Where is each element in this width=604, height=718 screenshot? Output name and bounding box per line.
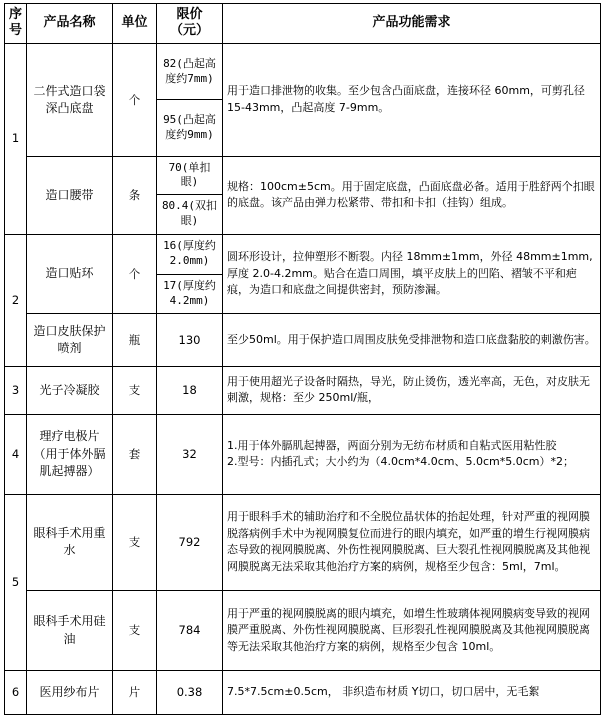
header-row xyxy=(5,4,601,44)
table-row xyxy=(5,43,601,100)
requirement-line: 2.型号：内插孔式；大小约为（4.0cm*4.0cm、5.0cm*5.0cm）*2； xyxy=(227,455,575,469)
requirements-cell xyxy=(223,415,601,495)
table-row xyxy=(5,670,601,714)
requirements-cell: 7.5*7.5cm±0.5cm， 非织造布材质 Y切口，切口居中，无毛絮 xyxy=(223,670,601,714)
unit-cell: 条 xyxy=(113,157,157,235)
seq-cell: 3 xyxy=(5,366,27,414)
requirements-cell: 用于严重的视网膜脱离的眼内填充，如增生性玻璃体视网膜病变导致的视网膜严重脱离、外伤性视网膜脱离、巨形裂孔性视网膜脱离及其他视网膜脱离等无法采取其他治疗方案的病例，规格至少包含 10ml。 xyxy=(223,591,601,671)
requirements-cell: 用于造口排泄物的收集。至少包含凸面底盘，连接环径 60mm，可剪孔径 15-43mm，凸起高度 7-9mm。 xyxy=(223,43,601,156)
requirements-cell: 规格：100cm±5cm。用于固定底盘，凸面底盘必备。适用于胜舒两个扣眼的底盘。该产品由弹力松紧带、带扣和卡扣（挂钩）组成。 xyxy=(223,157,601,235)
table-row xyxy=(5,314,601,366)
requirements-cell: 用于使用超光子设备时隔热，导光，防止烫伤，透光率高，无色，对皮肤无刺激，规格：至少 250ml/瓶， xyxy=(223,366,601,414)
product-name-cell: 眼科手术用重水 xyxy=(27,494,113,590)
seq-cell: 5 xyxy=(5,494,27,670)
price-cell: 82(凸起高度约7mm) xyxy=(157,43,223,100)
unit-cell: 个 xyxy=(113,234,157,314)
requirements-cell: 用于眼科手术的辅助治疗和不全脱位晶状体的抬起处理，针对严重的视网膜脱落病例手术中为视网膜复位而进行的眼内填充，如严重的增生行视网膜病态导致的视网膜脱离、外伤性视网膜脱离、巨大裂孔性视网膜脱离及其他视网膜脱离无法采取其他治疗方案的病例，规格至少包含：5ml，7ml。 xyxy=(223,494,601,590)
header-product-name: 产品名称 xyxy=(27,4,113,44)
price-cell: 130 xyxy=(157,314,223,366)
price-cell: 17(厚度约4.2mm) xyxy=(157,274,223,314)
product-name-cell: 理疗电极片（用于体外膈肌起搏器） xyxy=(27,415,113,495)
unit-cell: 支 xyxy=(113,366,157,414)
product-name-cell: 眼科手术用硅油 xyxy=(27,591,113,671)
product-name-cell: 光子冷凝胶 xyxy=(27,366,113,414)
unit-cell: 个 xyxy=(113,43,157,156)
price-cell: 95(凸起高度约9mm) xyxy=(157,100,223,157)
price-cell: 70(单扣眼) xyxy=(157,157,223,195)
seq-cell: 6 xyxy=(5,670,27,714)
table-row xyxy=(5,366,601,414)
unit-cell: 支 xyxy=(113,591,157,671)
product-name-cell: 造口贴环 xyxy=(27,234,113,314)
header-requirements: 产品功能需求 xyxy=(223,4,601,44)
seq-cell: 2 xyxy=(5,234,27,366)
price-cell: 0.38 xyxy=(157,670,223,714)
price-cell: 32 xyxy=(157,415,223,495)
product-name-cell: 造口皮肤保护喷剂 xyxy=(27,314,113,366)
table-row xyxy=(5,157,601,195)
seq-cell: 1 xyxy=(5,43,27,234)
price-cell: 784 xyxy=(157,591,223,671)
product-requirements-table xyxy=(4,3,601,715)
requirements-cell: 圆环形设计，拉伸塑形不断裂。内径 18mm±1mm，外径 48mm±1mm, 厚度 2.0-4.2mm。贴合在造口周围，填平皮肤上的凹陷、褶皱不平和疤痕，为造口和底盘之间提供密封，预防渗漏。 xyxy=(223,234,601,314)
unit-cell: 套 xyxy=(113,415,157,495)
unit-cell: 片 xyxy=(113,670,157,714)
table-row xyxy=(5,234,601,274)
table-row xyxy=(5,494,601,590)
table-row xyxy=(5,415,601,495)
header-seq: 序号 xyxy=(5,4,27,44)
price-cell: 792 xyxy=(157,494,223,590)
price-cell: 18 xyxy=(157,366,223,414)
product-name-cell: 二件式造口袋深凸底盘 xyxy=(27,43,113,156)
price-cell: 80.4(双扣眼) xyxy=(157,194,223,234)
unit-cell: 支 xyxy=(113,494,157,590)
seq-cell: 4 xyxy=(5,415,27,495)
header-price: 限价（元） xyxy=(157,4,223,44)
unit-cell: 瓶 xyxy=(113,314,157,366)
price-cell: 16(厚度约2.0mm) xyxy=(157,234,223,274)
requirements-cell: 至少50ml。用于保护造口周围皮肤免受排泄物和造口底盘黏胶的刺激伤害。 xyxy=(223,314,601,366)
table-row xyxy=(5,591,601,671)
requirement-line: 1.用于体外膈肌起搏器，两面分别为无纺布材质和自粘式医用粘性胶 xyxy=(227,438,557,452)
product-name-cell: 造口腰带 xyxy=(27,157,113,235)
product-name-cell: 医用纱布片 xyxy=(27,670,113,714)
header-unit: 单位 xyxy=(113,4,157,44)
